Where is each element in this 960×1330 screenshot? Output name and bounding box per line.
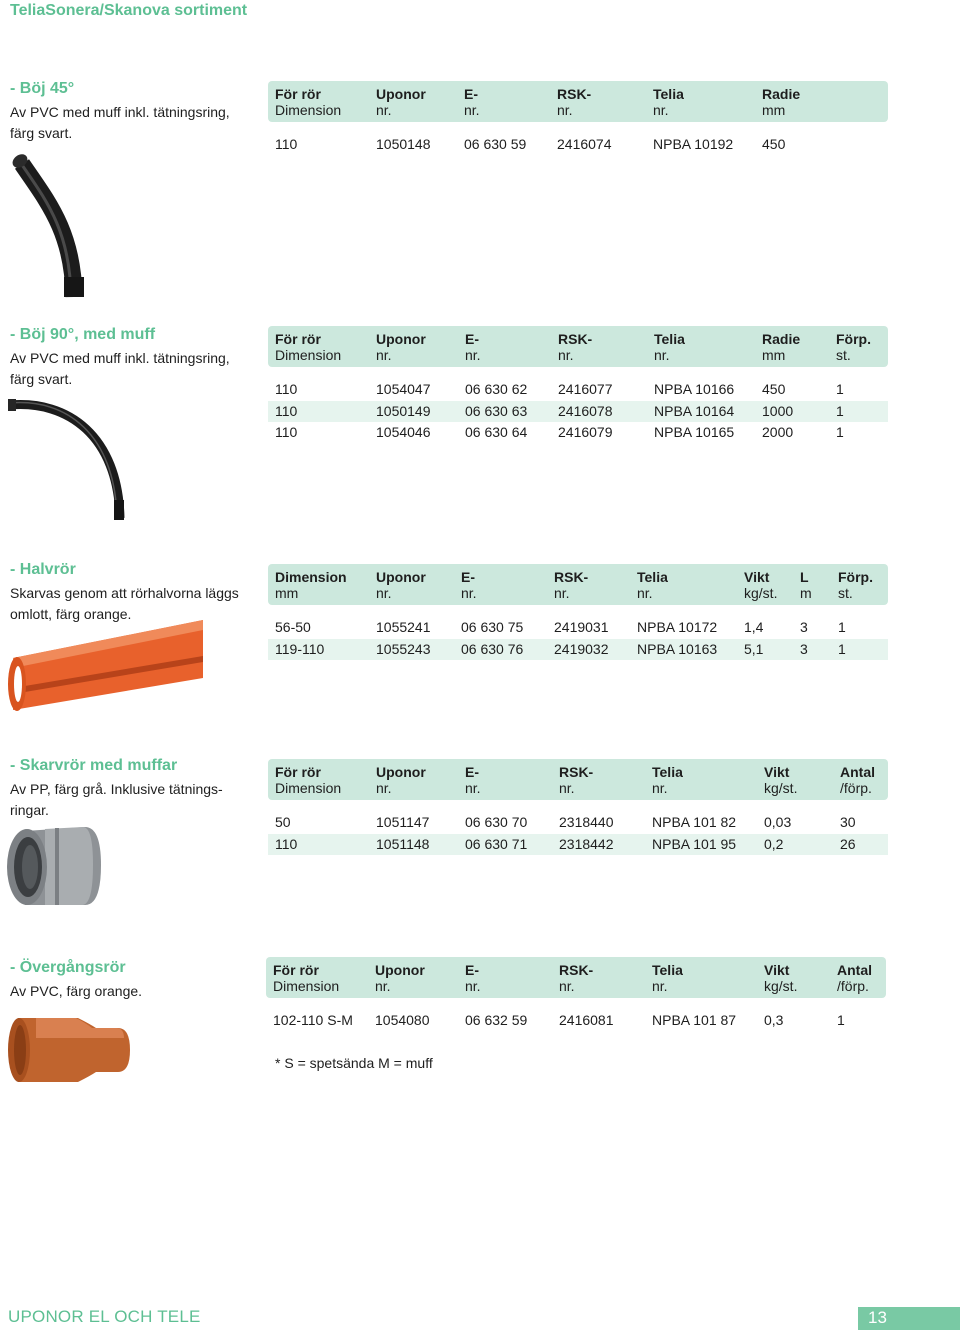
table-cell: 06 630 76	[461, 640, 524, 657]
table-cell: 1	[838, 640, 846, 657]
half-pipe-image	[5, 616, 205, 712]
section-title: - Övergångsrör	[10, 959, 126, 976]
table-cell: 110	[275, 136, 298, 152]
column-header: Vikt kg/st.	[764, 764, 798, 796]
column-header: Telia nr.	[653, 86, 684, 118]
column-header: Telia nr.	[637, 569, 668, 601]
section-title: - Skarvrör med muffar	[10, 757, 178, 774]
column-header: Radie mm	[762, 86, 801, 118]
section-description: Av PVC med muff inkl. tätningsring, färg svart.	[10, 104, 230, 141]
page-number: 13	[868, 1308, 887, 1327]
page-header-title: TeliaSonera/Skanova sortiment	[10, 2, 248, 19]
table-cell: 1	[837, 1012, 845, 1028]
table-row	[268, 639, 888, 661]
column-header: L m	[800, 569, 812, 601]
table-cell: 2318440	[559, 814, 614, 830]
table-cell: 102-110 S-M	[273, 1012, 353, 1028]
column-header: Vikt kg/st.	[764, 962, 798, 994]
table-cell: 0,3	[764, 1012, 784, 1028]
column-header: RSK- nr.	[559, 962, 594, 994]
column-header: Förp. st.	[838, 569, 873, 601]
table-row	[268, 834, 888, 856]
table-cell: 50	[275, 814, 291, 830]
column-header: Uponor nr.	[376, 569, 426, 601]
table-cell: 450	[762, 381, 786, 397]
column-header: Telia nr.	[652, 764, 683, 796]
table-cell: NPBA 10172	[637, 619, 718, 635]
table-cell: 2416077	[558, 381, 613, 397]
table-cell: 1	[836, 424, 844, 440]
table-cell: 06 630 59	[464, 136, 527, 152]
table-cell: 450	[762, 136, 786, 152]
table-body	[268, 134, 888, 156]
table-cell: 2416079	[558, 424, 613, 440]
table-cell: 2000	[762, 424, 794, 440]
table-cell: 110	[275, 424, 298, 440]
table-row	[268, 379, 888, 401]
table-cell: 06 630 62	[465, 381, 528, 397]
table-cell: 1,4	[744, 619, 764, 635]
table-cell: 119-110	[275, 640, 325, 657]
table-header	[268, 564, 888, 605]
column-header: RSK- nr.	[554, 569, 589, 601]
table-cell: 2419031	[554, 619, 609, 635]
section-title: - Halvrör	[10, 561, 76, 578]
table-cell: 06 630 63	[465, 402, 528, 419]
table-cell: 3	[800, 619, 808, 635]
table-cell: 1051147	[376, 814, 430, 830]
column-header: RSK- nr.	[559, 764, 594, 796]
table-body	[268, 617, 888, 660]
product-table	[268, 326, 888, 444]
table-cell: 56-50	[275, 619, 311, 635]
section-description: Av PVC med muff inkl. tätningsring, färg svart.	[10, 350, 230, 387]
column-header: Telia nr.	[652, 962, 683, 994]
product-table	[268, 81, 888, 156]
column-header: För rör Dimension	[275, 331, 342, 363]
table-row	[268, 422, 888, 444]
section-description: Av PP, färg grå. Inklusive tätnings-ringar.	[10, 781, 223, 818]
table-cell: 1050148	[376, 136, 431, 152]
table-cell: 2416074	[557, 136, 612, 152]
section-title: - Böj 90°, med muff	[10, 326, 156, 343]
column-header: Uponor nr.	[376, 331, 426, 363]
table-cell: 110	[275, 381, 298, 397]
table-cell: 1050149	[376, 402, 431, 419]
product-table	[268, 759, 888, 855]
table-cell: 1054080	[375, 1012, 430, 1028]
column-header: Telia nr.	[654, 331, 685, 363]
column-header: För rör Dimension	[275, 86, 342, 118]
table-cell: 1	[836, 381, 844, 397]
section-title: - Böj 45°	[10, 80, 75, 97]
coupling-pipe-image	[5, 825, 101, 909]
table-cell: 2419032	[554, 640, 609, 657]
column-header: E- nr.	[464, 86, 480, 118]
column-header: Dimension mm	[275, 569, 347, 601]
table-row	[268, 617, 888, 639]
column-header: Antal /förp.	[837, 962, 872, 994]
table-cell: 06 630 71	[465, 835, 528, 852]
table-cell: 1	[836, 402, 844, 419]
column-header: E- nr.	[465, 764, 481, 796]
table-cell: 2416081	[559, 1012, 614, 1028]
table-cell: 06 632 59	[465, 1012, 528, 1028]
table-cell: 2416078	[558, 402, 613, 419]
table-header	[268, 759, 888, 800]
table-cell: NPBA 10166	[654, 381, 735, 397]
bend-90-pipe-image	[8, 396, 128, 522]
table-cell: 1054047	[376, 381, 431, 397]
column-header: RSK- nr.	[558, 331, 593, 363]
section-description: Skarvas genom att rörhalvorna läggs omlott, färg orange.	[10, 585, 239, 622]
column-header: Förp. st.	[836, 331, 871, 363]
table-header	[268, 81, 888, 122]
table-cell: 1000	[762, 402, 794, 419]
table-cell: 06 630 64	[465, 424, 528, 440]
column-header: Uponor nr.	[376, 86, 426, 118]
table-cell: 1055241	[376, 619, 431, 635]
column-header: E- nr.	[461, 569, 477, 601]
table-cell: 06 630 70	[465, 814, 528, 830]
footnote: * S = spetsända M = muff	[275, 1055, 433, 1071]
table-cell: 1055243	[376, 640, 431, 657]
column-header: E- nr.	[465, 331, 481, 363]
table-cell: 06 630 75	[461, 619, 524, 635]
table-cell: 1	[838, 619, 846, 635]
table-cell: 2318442	[559, 835, 614, 852]
table-cell: NPBA 101 82	[652, 814, 737, 830]
table-cell: NPBA 10165	[654, 424, 735, 440]
column-header: För rör Dimension	[273, 962, 340, 994]
table-header	[266, 957, 886, 998]
section-description: Av PVC, färg orange.	[10, 983, 143, 999]
column-header: Uponor nr.	[375, 962, 425, 994]
table-cell: 3	[800, 640, 808, 657]
table-header	[268, 326, 888, 367]
transition-pipe-image	[6, 1014, 130, 1086]
column-header: E- nr.	[465, 962, 481, 994]
column-header: För rör Dimension	[275, 764, 342, 796]
table-cell: 26	[840, 835, 856, 852]
table-cell: 30	[840, 814, 856, 830]
table-cell: 1051148	[376, 835, 430, 852]
table-row	[268, 401, 888, 423]
table-row	[268, 812, 888, 834]
table-cell: NPBA 10163	[637, 640, 718, 657]
table-cell: NPBA 10192	[653, 136, 734, 152]
table-body	[266, 1010, 886, 1032]
column-header: Radie mm	[762, 331, 801, 363]
product-table	[266, 957, 886, 1032]
table-cell: NPBA 101 95	[652, 835, 737, 852]
column-header: RSK- nr.	[557, 86, 592, 118]
column-header: Vikt kg/st.	[744, 569, 778, 601]
table-cell: 0,2	[764, 835, 784, 852]
table-cell: 110	[275, 402, 298, 419]
table-cell: NPBA 101 87	[652, 1012, 737, 1028]
table-body	[268, 812, 888, 855]
bend-45-pipe-image	[8, 152, 88, 302]
table-row	[266, 1010, 886, 1032]
table-body	[268, 379, 888, 444]
table-cell: 0,03	[764, 814, 792, 830]
table-cell: 110	[275, 835, 298, 852]
table-row	[268, 134, 888, 156]
footer-brand: UPONOR EL OCH TELE	[8, 1307, 201, 1326]
table-cell: 1054046	[376, 424, 431, 440]
table-cell: NPBA 10164	[654, 402, 735, 419]
table-cell: 5,1	[744, 640, 764, 657]
product-table	[268, 564, 888, 660]
column-header: Antal /förp.	[840, 764, 875, 796]
column-header: Uponor nr.	[376, 764, 426, 796]
